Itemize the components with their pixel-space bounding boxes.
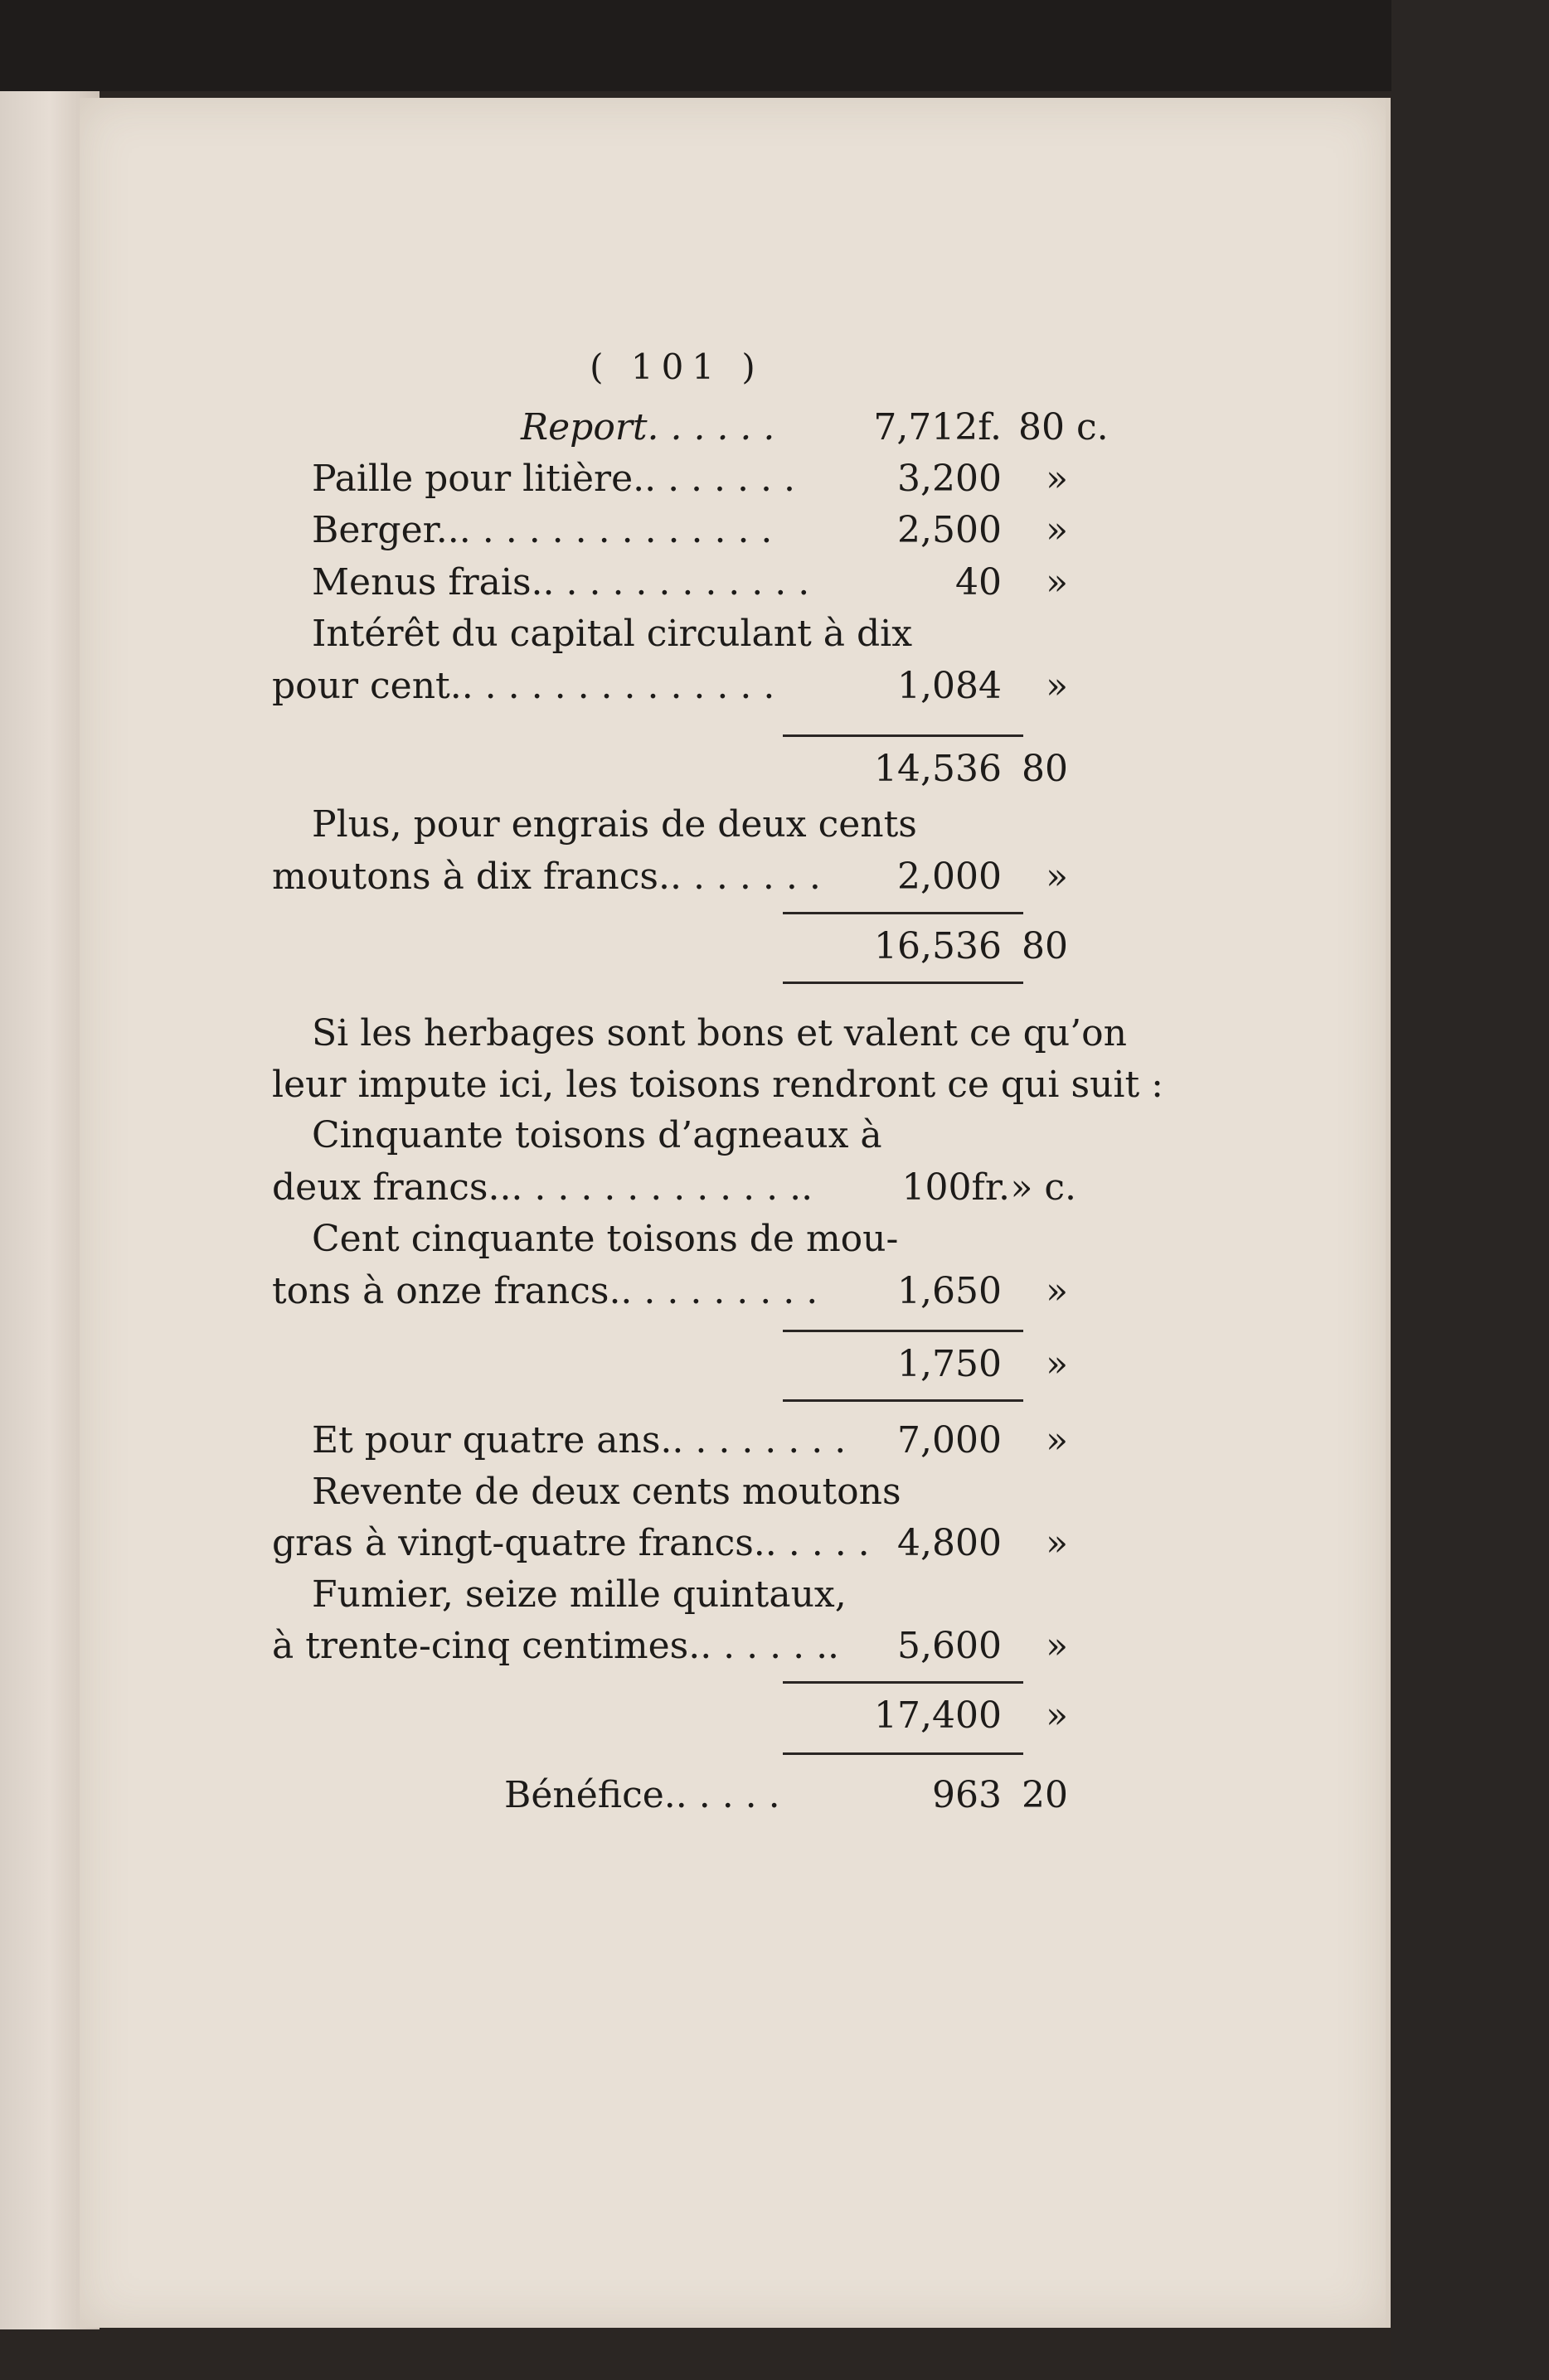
line-label: Report. . . . . . [521, 406, 775, 448]
line-label: pour cent.. . . . . . . . . . . . . . [272, 665, 775, 707]
ledger-subtotal-1 [272, 744, 1184, 794]
line-cents: » [1046, 561, 1068, 603]
line-label: Cent cinquante toisons de mou- [312, 1218, 899, 1260]
line-cents: » [1046, 665, 1068, 707]
line-cents: » [1046, 509, 1068, 551]
ledger-line-benefice [272, 1771, 1184, 1820]
line-label: Paille pour litière.. . . . . . . [312, 458, 795, 500]
line-label: à trente-cinq centimes.. . . . . .. [272, 1625, 840, 1667]
ledger-line-berger [272, 506, 1184, 555]
line-amount: 17,400 [874, 1694, 1002, 1737]
scan-background-right [1391, 0, 1549, 2380]
ledger-line-agneaux-2 [272, 1163, 1184, 1213]
line-label: Et pour quatre ans.. . . . . . . . [312, 1419, 847, 1461]
line-cents: 80 [1022, 748, 1068, 790]
sum-rule [783, 734, 1023, 737]
ledger-line-report [272, 403, 1184, 453]
line-cents: 80 c. [1018, 406, 1109, 448]
line-label: deux francs... . . . . . . . . . . . .. [272, 1166, 813, 1209]
ledger-line-interet-1 [272, 609, 1184, 659]
sum-rule [783, 912, 1023, 914]
ledger-line-interet-2 [272, 662, 1184, 711]
sum-rule [783, 982, 1023, 984]
line-amount: 1,650 [897, 1270, 1002, 1312]
line-cents: 80 [1022, 925, 1068, 967]
ledger-line-moutons-1 [272, 1214, 1184, 1264]
line-cents: » [1046, 1270, 1068, 1312]
line-amount: 2,500 [897, 509, 1002, 551]
ledger-line-quatre-ans [272, 1416, 1184, 1466]
ledger-line-paille [272, 454, 1184, 504]
ledger-subtotal-3 [272, 1340, 1184, 1389]
line-cents: » c. [1010, 1166, 1076, 1209]
line-amount: 1,750 [897, 1343, 1002, 1385]
line-amount: 40 [955, 561, 1002, 603]
sum-rule [783, 1681, 1023, 1684]
ledger-line-agneaux-1 [272, 1111, 1184, 1161]
ledger-line-fumier-1 [272, 1570, 1184, 1620]
line-amount: 4,800 [897, 1522, 1002, 1564]
ledger-subtotal-4 [272, 1691, 1184, 1741]
paragraph-line-2: leur impute ici, les toisons rendront ce qui suit : [272, 1064, 1163, 1106]
line-label: Intérêt du capital circulant à dix [312, 613, 913, 655]
line-cents: » [1046, 1522, 1068, 1564]
ledger-line-fumier-2 [272, 1621, 1184, 1671]
page-number: ( 101 ) [590, 347, 764, 387]
line-amount: 100fr. [901, 1166, 1010, 1209]
line-label: Bénéfice.. . . . . [504, 1774, 780, 1816]
line-amount: 16,536 [874, 925, 1002, 967]
line-cents: » [1046, 1419, 1068, 1461]
ledger-line-engrais-2 [272, 852, 1184, 902]
ledger-subtotal-2 [272, 922, 1184, 972]
line-cents: » [1046, 1625, 1068, 1667]
line-amount: 963 [932, 1774, 1002, 1816]
line-label: Cinquante toisons d’agneaux à [312, 1114, 882, 1156]
sum-rule [783, 1330, 1023, 1332]
line-amount: 1,084 [897, 665, 1002, 707]
line-cents: » [1046, 1343, 1068, 1385]
sum-rule [783, 1399, 1023, 1402]
ledger-line-menus-frais [272, 558, 1184, 608]
line-amount: 7,712f. [873, 406, 1002, 448]
line-cents: » [1046, 1694, 1068, 1737]
line-amount: 5,600 [897, 1625, 1002, 1667]
line-label: gras à vingt-quatre francs.. . . . . [272, 1522, 870, 1564]
scan-background-top [0, 0, 1549, 91]
line-label: Fumier, seize mille quintaux, [312, 1573, 847, 1616]
line-label: moutons à dix francs.. . . . . . . [272, 856, 821, 898]
line-cents: » [1046, 856, 1068, 898]
line-label: Revente de deux cents moutons [312, 1471, 901, 1513]
book-page [80, 98, 1391, 2328]
ledger-line-revente-1 [272, 1467, 1184, 1517]
paragraph-line-1: Si les herbages sont bons et valent ce qu’on [312, 1012, 1127, 1054]
line-amount: 14,536 [874, 748, 1002, 790]
line-label: tons à onze francs.. . . . . . . . . [272, 1270, 818, 1312]
line-amount: 2,000 [897, 856, 1002, 898]
line-cents: 20 [1022, 1774, 1068, 1816]
line-amount: 7,000 [897, 1419, 1002, 1461]
line-label: Plus, pour engrais de deux cents [312, 803, 917, 846]
line-label: Menus frais.. . . . . . . . . . . . [312, 561, 810, 603]
ledger-line-revente-2 [272, 1519, 1184, 1568]
ledger-line-moutons-2 [272, 1267, 1184, 1316]
sum-rule [783, 1752, 1023, 1755]
line-cents: » [1046, 458, 1068, 500]
line-label: Berger... . . . . . . . . . . . . . [312, 509, 773, 551]
line-amount: 3,200 [897, 458, 1002, 500]
ledger-line-engrais-1 [272, 800, 1184, 850]
